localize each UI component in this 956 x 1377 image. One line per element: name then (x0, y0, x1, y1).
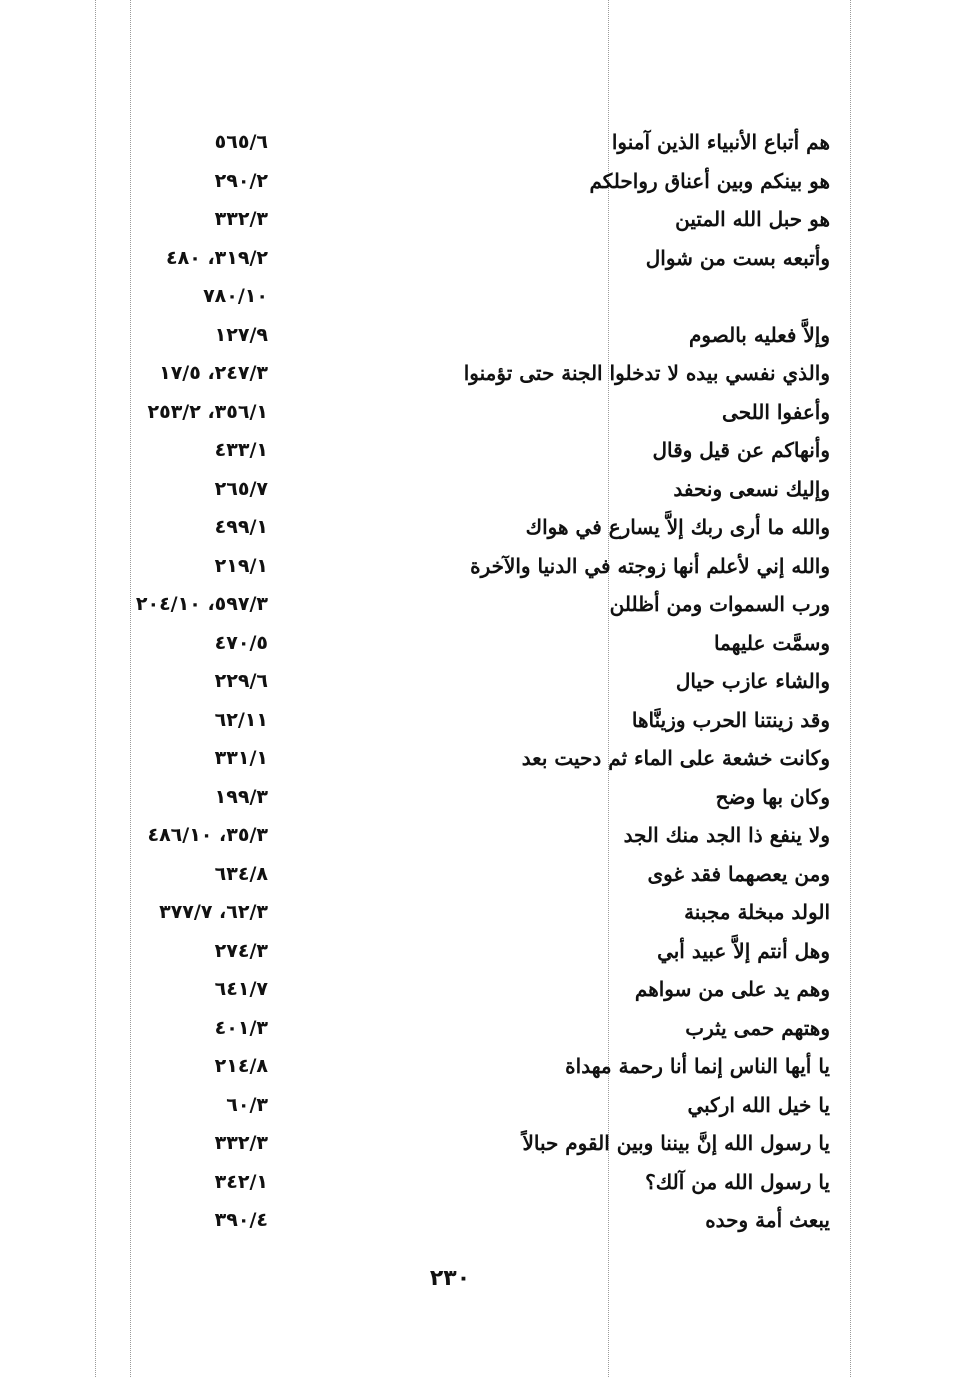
entry-phrase: والشاء عازب حيال (675, 669, 830, 693)
entry-phrase: الولد مبخلة مجبنة (684, 900, 830, 924)
entry-reference: ٢٦٥/٧ (214, 477, 268, 500)
entry-reference: ١٢٧/٩ (214, 323, 268, 346)
list-item (100, 627, 830, 666)
entry-reference: ١٩٩/٣ (214, 785, 268, 808)
entry-phrase: ورب السموات ومن أظللن (609, 592, 830, 616)
entry-phrase: يا أيها الناس إنما أنا رحمة مهداة (565, 1054, 830, 1078)
entry-phrase: وهم يد على من سواهم (634, 977, 830, 1001)
list-item (100, 1166, 830, 1205)
entry-reference: ٥٦٥/٦ (214, 131, 268, 153)
list-item (100, 742, 830, 781)
entry-phrase: يا خيل الله اركبي (687, 1092, 830, 1117)
entry-reference: ٢٧٤/٣ (214, 939, 268, 962)
list-item (100, 1204, 830, 1243)
entry-phrase: وإليك نسعى ونحفد (673, 476, 830, 501)
entry-phrase: وأتبعه بست من شوال (645, 245, 830, 270)
list-item (100, 473, 830, 512)
list-item (100, 126, 830, 165)
list-item (100, 396, 830, 435)
entry-reference: ٦٢/٣، ٣٧٧/٧ (159, 901, 268, 923)
list-item (100, 242, 830, 281)
entry-phrase: يا رسول الله من آلك؟ (645, 1169, 830, 1194)
entry-reference: ٤٩٩/١ (214, 516, 268, 538)
list-item (100, 203, 830, 242)
entry-phrase: وإلاَّ فعليه بالصوم (689, 322, 830, 347)
entry-phrase: هم أتباع الأنبياء الذين آمنوا (611, 130, 830, 154)
margin-guide-left (95, 0, 96, 1377)
entry-phrase: وكان بها وضح (715, 784, 830, 809)
list-item (100, 781, 830, 820)
entry-phrase: والله ما أرى ربك إلاَّ يسارع في هواك (525, 515, 830, 539)
list-item (100, 280, 830, 319)
list-item (100, 704, 830, 743)
entry-reference: ٢٩٠/٢ (214, 169, 268, 192)
entry-phrase: وسمَّت عليهما (713, 630, 830, 655)
entry-reference: ٣٥٦/١، ٢٥٣/٢ (147, 400, 268, 423)
list-item (100, 1089, 830, 1128)
entry-reference: ٢١٩/١ (214, 554, 268, 577)
entry-phrase: وهل أنتم إلاَّ عبيد أبي (657, 938, 830, 963)
entry-phrase: يبعث أمة وحده (705, 1208, 830, 1232)
entry-reference: ٣٣١/١ (214, 747, 268, 769)
list-item (100, 511, 830, 550)
page-number: ٢٣٠ (429, 1266, 471, 1291)
entry-phrase: يا رسول الله إنَّ بيننا وبين القوم حبالاً (522, 1131, 830, 1155)
entry-phrase: وهتهم حمى يثرب (685, 1015, 830, 1040)
entry-phrase: وقد زينتنا الحرب وزينَّاها (631, 707, 830, 732)
entry-reference: ٧٨٠/١٠ (203, 285, 268, 307)
entry-reference: ٣٤٢/١ (214, 1170, 268, 1193)
entry-reference: ٣٣٢/٣ (214, 1132, 268, 1154)
entry-reference: ٣٥/٣، ٤٨٦/١٠ (147, 824, 268, 846)
entry-reference: ٣٩٠/٤ (214, 1209, 268, 1231)
entry-phrase: وكانت خشعة على الماء ثم دحيت بعد (521, 746, 830, 770)
list-item (100, 935, 830, 974)
entry-phrase: وأنهاكم عن قيل وقال (652, 438, 830, 462)
list-item (100, 434, 830, 473)
list-item (100, 1127, 830, 1166)
entry-phrase: والذي نفسي بيده لا تدخلوا الجنة حتى تؤمنوا (463, 361, 830, 385)
list-item (100, 1050, 830, 1089)
list-item (100, 357, 830, 396)
entry-reference: ٦٠/٣ (226, 1093, 268, 1116)
entry-phrase: هو حبل الله المتين (675, 207, 830, 231)
entry-reference: ٥٩٧/٣، ٢٠٤/١٠ (135, 593, 268, 615)
entry-reference: ٢٢٩/٦ (214, 670, 268, 692)
list-item (100, 165, 830, 204)
entry-reference: ٤٧٠/٥ (214, 631, 268, 654)
entry-reference: ٣١٩/٢، ٤٨٠ (166, 246, 268, 269)
entry-phrase: ومن يعصهما فقد غوى (647, 861, 830, 886)
list-item (100, 588, 830, 627)
margin-guide-right (850, 0, 851, 1377)
entry-phrase: والله إني لأعلم أنها زوجته في الدنيا والآخرة (470, 553, 830, 578)
list-item (100, 819, 830, 858)
hadith-index-list (100, 126, 830, 1243)
entry-reference: ٦٤١/٧ (214, 978, 268, 1000)
entry-reference: ٦٣٤/٨ (214, 862, 268, 885)
list-item (100, 973, 830, 1012)
list-item (100, 1012, 830, 1051)
entry-reference: ٣٣٢/٣ (214, 208, 268, 230)
list-item (100, 896, 830, 935)
entry-reference: ٦٢/١١ (214, 708, 268, 731)
list-item (100, 319, 830, 358)
list-item (100, 858, 830, 897)
entry-phrase: ولا ينفع ذا الجد منك الجد (623, 823, 830, 847)
list-item (100, 665, 830, 704)
entry-phrase: وأعفوا اللحى (722, 399, 830, 424)
entry-reference: ٢١٤/٨ (214, 1055, 268, 1077)
entry-reference: ٤٠١/٣ (214, 1016, 268, 1039)
list-item (100, 550, 830, 589)
entry-reference: ٤٣٣/١ (214, 439, 268, 461)
entry-phrase: هو بينكم وبين أعناق رواحلكم (589, 168, 830, 193)
entry-reference: ٢٤٧/٣، ١٧/٥ (159, 362, 268, 384)
